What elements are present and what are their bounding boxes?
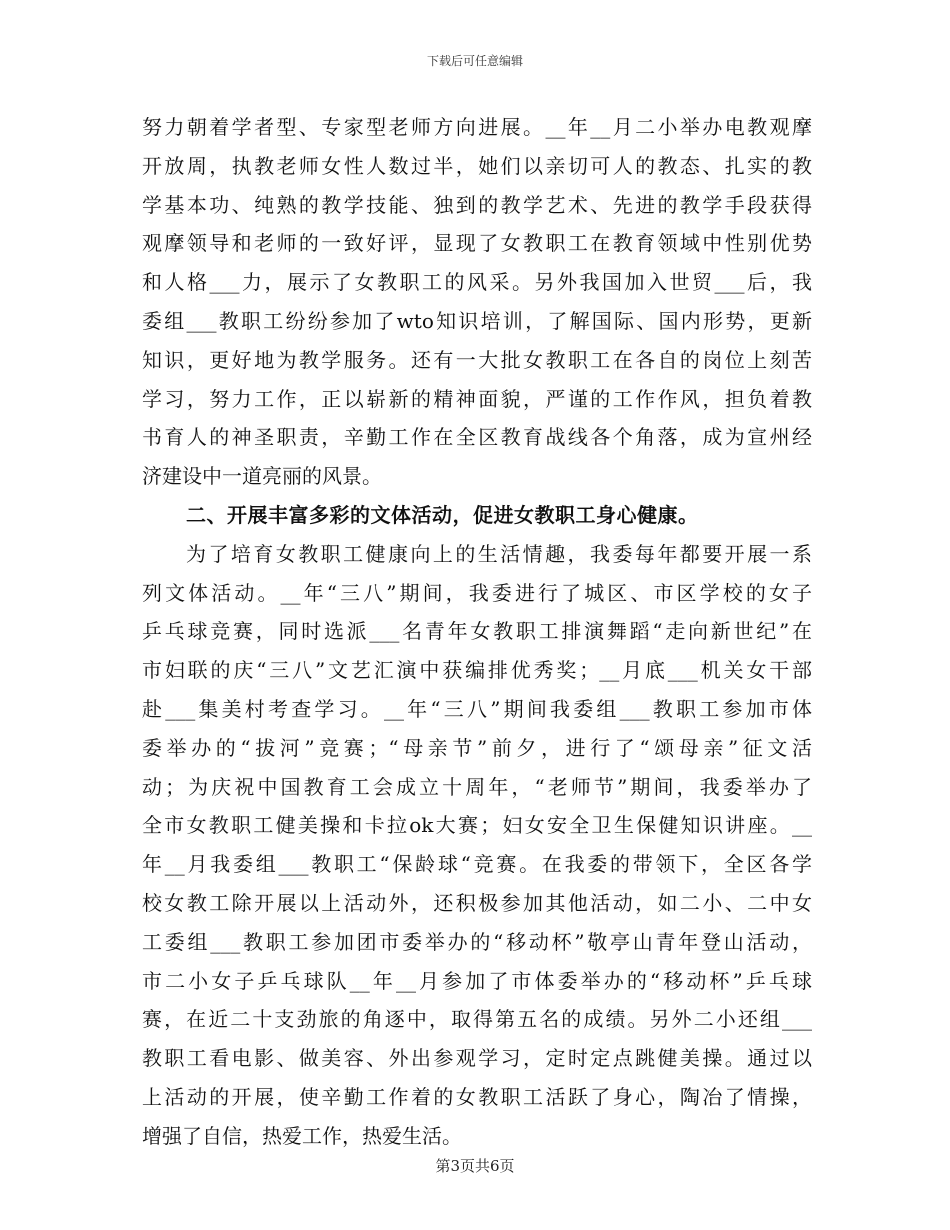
- text-line: 开放周，执教老师女性人数过半，她们以亲切可人的教态、扎实的教: [142, 153, 812, 178]
- text-line: 委举办的“拔河”竞赛；“母亲节”前夕，进行了“颂母亲”征文活: [142, 735, 812, 760]
- page-header: 下载后可任意编辑: [426, 54, 523, 68]
- text-line: 努力朝着学者型、专家型老师方向进展。__年__月二小举办电教观摩: [142, 115, 812, 139]
- paragraph-1: [142, 108, 812, 496]
- text-line: 上活动的开展，使辛勤工作着的女教职工活跃了身心，陶冶了情操，: [142, 1084, 812, 1109]
- text-line: 观摩领导和老师的一致好评，显现了女教职工在教育领域中性别优势: [142, 231, 812, 256]
- section-heading: 二、开展丰富多彩的文体活动，促进女教职工身心健康。: [186, 502, 699, 527]
- text-line: 赛，在近二十支劲旅的角逐中，取得第五名的成绩。另外二小还组___: [142, 1007, 812, 1032]
- text-line: 市二小女子乒乓球队__年__月参加了市体委举办的“移动杯”乒乓球: [142, 968, 812, 993]
- text-line: 为了培育女教职工健康向上的生活情趣，我委每年都要开展一系: [186, 541, 812, 566]
- text-line: 列文体活动。__年“三八”期间，我委进行了城区、市区学校的女子: [142, 580, 812, 605]
- document-body: [142, 108, 812, 1156]
- text-line: 委组___教职工纷纷参加了wto知识培训，了解国际、国内形势，更新: [142, 308, 812, 333]
- text-line: 乒乓球竞赛，同时选派___名青年女教职工排演舞蹈“走向新世纪”在: [142, 619, 812, 644]
- text-line: 赴___集美村考查学习。__年“三八”期间我委组___教职工参加市体: [142, 696, 812, 721]
- text-line: 年__月我委组___教职工“保龄球“竞赛。在我委的带领下，全区各学: [142, 852, 812, 877]
- text-line: 工委组___教职工参加团市委举办的“移动杯”敬亭山青年登山活动，: [142, 929, 812, 954]
- text-line: 济建设中一道亮丽的风景。: [142, 464, 382, 489]
- text-line: 动；为庆祝中国教育工会成立十周年，“老师节”期间，我委举办了: [142, 774, 812, 799]
- text-line: 市妇联的庆“三八”文艺汇演中获编排优秀奖；__月底___机关女干部: [142, 658, 812, 683]
- text-line: 校女教工除开展以上活动外，还积极参加其他活动，如二小、二中女: [142, 890, 812, 915]
- text-line: 增强了自信，热爱工作，热爱生活。: [142, 1123, 462, 1148]
- text-line: 学基本功、纯熟的教学技能、独到的教学艺术、先进的教学手段获得: [142, 192, 812, 217]
- page-number: 第3页共6页: [435, 1157, 515, 1175]
- text-line: 书育人的神圣职责，辛勤工作在全区教育战线各个角落，成为宣州经: [142, 425, 812, 450]
- paragraph-2: [142, 535, 812, 1156]
- text-line: 全市女教职工健美操和卡拉ok大赛；妇女安全卫生保健知识讲座。__: [142, 813, 812, 838]
- text-line: 教职工看电影、做美容、外出参观学习，定时定点跳健美操。通过以: [142, 1046, 812, 1071]
- text-line: 学习，努力工作，正以崭新的精神面貌，严谨的工作作风，担负着教: [142, 386, 812, 411]
- text-line: 知识，更好地为教学服务。还有一大批女教职工在各自的岗位上刻苦: [142, 347, 812, 372]
- text-line: 和人格___力，展示了女教职工的风采。另外我国加入世贸___后，我: [142, 270, 812, 295]
